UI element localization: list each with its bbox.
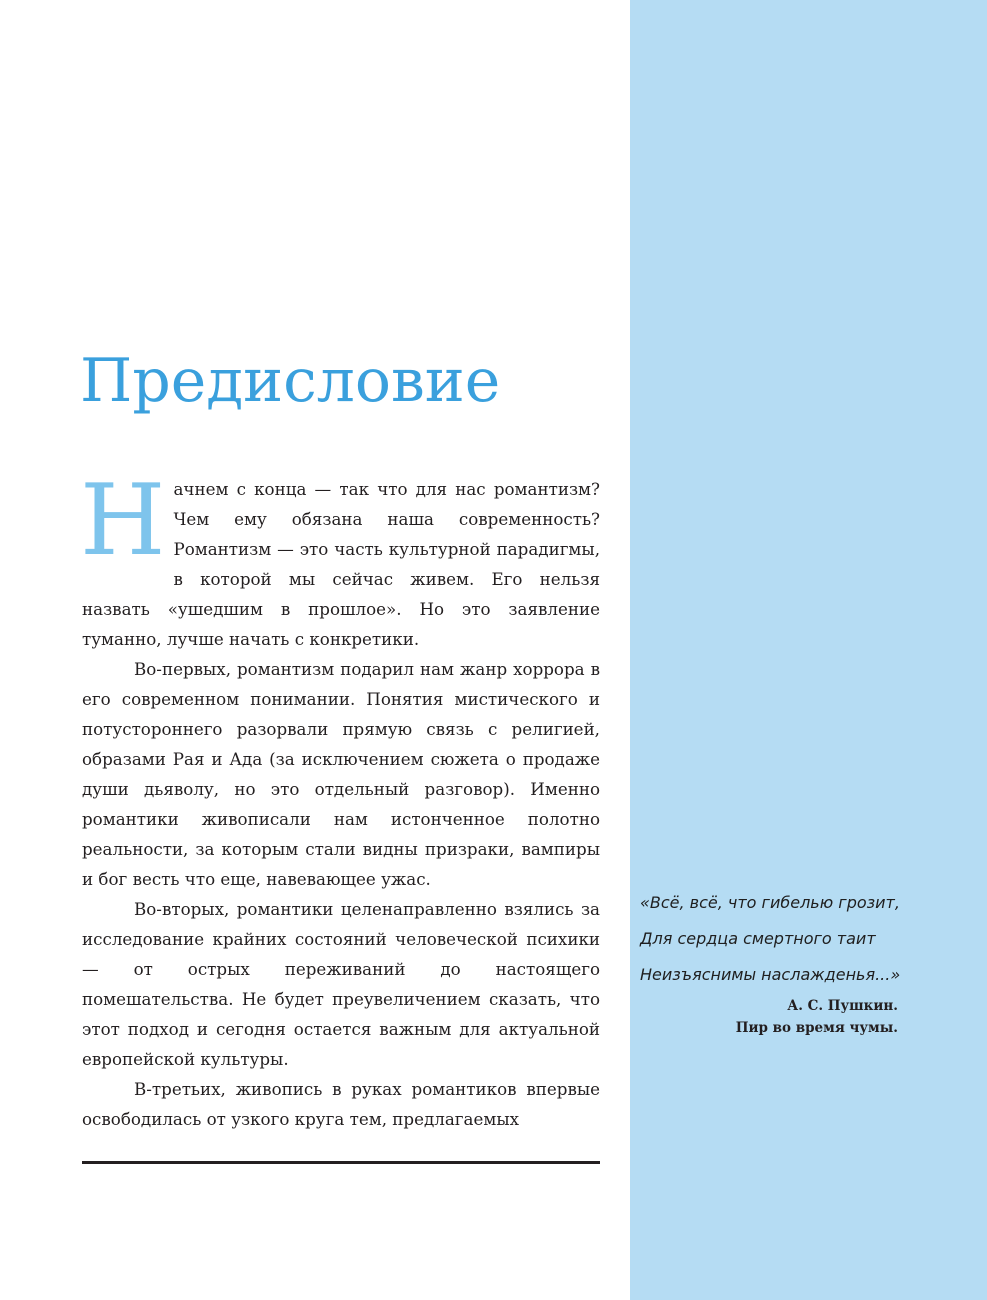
epigraph-line-3: Неизъяснимы наслажденья...» (640, 965, 901, 984)
chapter-title: Предисловие (80, 346, 501, 416)
paragraph-1 (80, 464, 600, 654)
drop-cap: Н (80, 464, 166, 578)
epigraph-line-1: «Всё, всё, что гибелью грозит, (640, 893, 900, 912)
epigraph (640, 885, 910, 1039)
paragraph-2: Во-первых, романтизм подарил нам жанр хоррора в его современном понимании. Понятия мистического и потустороннего разорвали прямую связь с религией, образами Рая и Ада (за исключением сюжета о продаже души дьяволу, но это отдельный разговор). Именно романтики живописали нам истонченное полотно реальности, за которым стали видны призраки, вампиры и бог весть что еще, навевающее ужас. (82, 659, 600, 889)
footnote-rule (82, 1161, 600, 1164)
paragraph-3: Во-вторых, романтики целенаправленно взялись за исследование крайних состояний человеческой психики — от острых переживаний до настоящего помешательства. Не будет преувеличением сказать, что этот подход и сегодня остается важным для актуальной европейской культуры. (82, 899, 600, 1069)
epigraph-author: А. С. Пушкин. (787, 998, 898, 1014)
epigraph-line-2: Для сердца смертного таит (640, 929, 876, 948)
epigraph-source: Пир во время чумы. (735, 1020, 898, 1036)
paragraph-1-text: ачнем с конца — так что для нас романтизм? Чем ему обязана наша современность? Романтизм — это часть культурной парадигмы, в которой мы сейчас живем. Его нельзя назвать «ушедшим в прошлое». Но это заявление туманно, лучше начать с конкретики. (82, 479, 600, 649)
body-text (80, 464, 600, 1134)
sidebar-panel (630, 0, 987, 1300)
paragraph-4: В-третьих, живопись в руках романтиков впервые освободилась от узкого круга тем, предлагаемых (82, 1079, 600, 1129)
